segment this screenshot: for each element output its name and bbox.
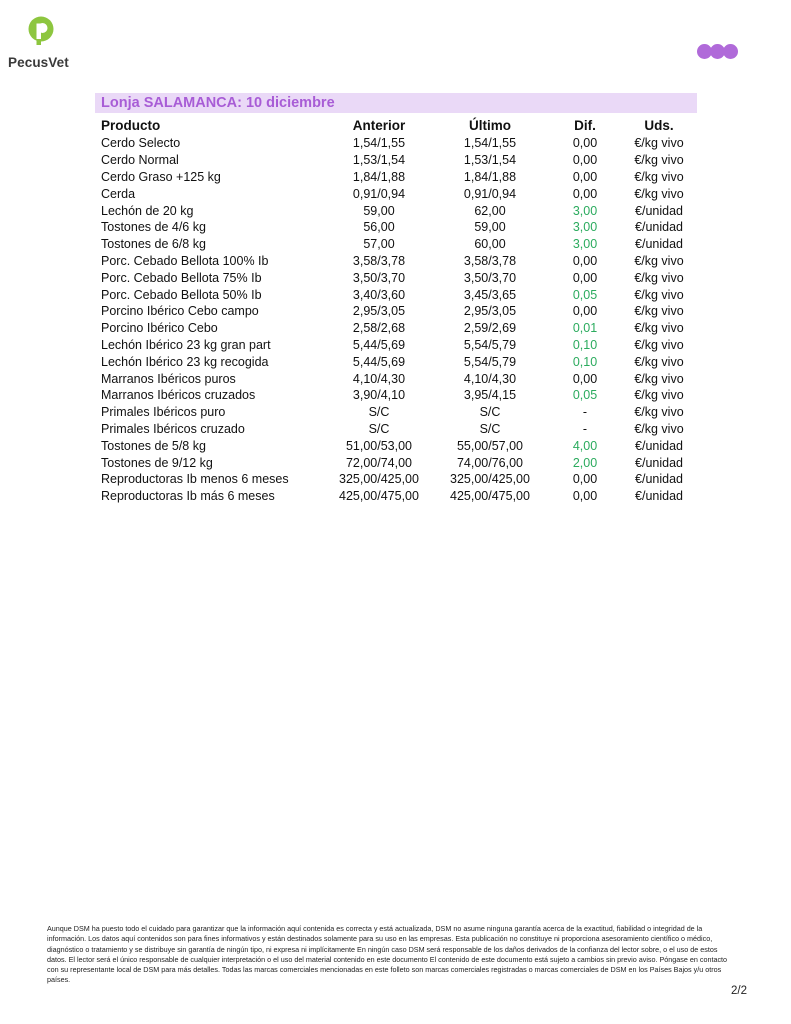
- cell-dif: 0,00: [572, 153, 598, 168]
- cell-dif: 0,00: [572, 270, 598, 285]
- market-title: Lonja SALAMANCA: 10 diciembre: [101, 95, 335, 111]
- cell-producto: Lechón Ibérico 23 kg recogida: [101, 354, 269, 369]
- cell-dif: 0,10: [572, 354, 598, 369]
- cell-ultimo: 74,00/76,00: [456, 455, 524, 470]
- cell-producto: Porc. Cebado Bellota 50% Ib: [101, 287, 262, 302]
- cell-anterior: 1,54/1,55: [352, 136, 406, 151]
- table-row: [95, 337, 697, 354]
- table-row: [95, 454, 697, 471]
- cell-dif: 0,00: [572, 472, 598, 487]
- cell-uds: €/kg vivo: [634, 169, 684, 184]
- cell-producto: Lechón de 20 kg: [101, 203, 194, 218]
- cell-uds: €/unidad: [635, 438, 683, 453]
- cell-uds: €/kg vivo: [634, 253, 684, 268]
- cell-uds: €/kg vivo: [634, 153, 684, 168]
- table-row: [95, 236, 697, 253]
- decorative-dots: [697, 44, 736, 59]
- cell-anterior: 5,44/5,69: [352, 354, 406, 369]
- cell-anterior: 425,00/475,00: [339, 489, 419, 504]
- table-row: [95, 421, 697, 438]
- table-row: [95, 320, 697, 337]
- cell-uds: €/kg vivo: [634, 388, 684, 403]
- cell-anterior: 56,00: [363, 220, 395, 235]
- market-title-bar: [95, 93, 697, 113]
- cell-anterior: 57,00: [363, 237, 395, 252]
- cell-anterior: 3,40/3,60: [352, 287, 406, 302]
- table-row: [95, 370, 697, 387]
- cell-producto: Marranos Ibéricos cruzados: [101, 388, 256, 403]
- pecusvet-logo-icon: [26, 16, 56, 46]
- cell-ultimo: 425,00/475,00: [450, 489, 530, 504]
- price-table: [95, 116, 697, 505]
- table-row: [95, 185, 697, 202]
- cell-anterior: 4,10/4,30: [352, 371, 406, 386]
- dot-3: [723, 44, 738, 59]
- cell-uds: €/kg vivo: [634, 354, 684, 369]
- cell-ultimo: 3,50/3,70: [463, 270, 517, 285]
- cell-ultimo: 1,84/1,88: [463, 169, 517, 184]
- cell-uds: €/kg vivo: [634, 405, 684, 420]
- cell-dif: 0,00: [572, 253, 598, 268]
- cell-ultimo: 2,59/2,69: [463, 321, 517, 336]
- cell-uds: €/unidad: [635, 220, 683, 235]
- cell-anterior: 2,95/3,05: [352, 304, 406, 319]
- header-uds: Uds.: [644, 118, 674, 133]
- cell-anterior: 3,50/3,70: [352, 270, 406, 285]
- cell-uds: €/kg vivo: [634, 287, 684, 302]
- table-row: [95, 303, 697, 320]
- cell-producto: Marranos Ibéricos puros: [101, 371, 236, 386]
- cell-uds: €/kg vivo: [634, 421, 684, 436]
- cell-producto: Lechón Ibérico 23 kg gran part: [101, 337, 271, 352]
- cell-producto: Porcino Ibérico Cebo campo: [101, 304, 259, 319]
- cell-dif: 0,00: [572, 186, 598, 201]
- table-row: [95, 135, 697, 152]
- cell-uds: €/kg vivo: [634, 186, 684, 201]
- cell-ultimo: 325,00/425,00: [450, 472, 530, 487]
- cell-anterior: 1,84/1,88: [352, 169, 406, 184]
- cell-ultimo: 4,10/4,30: [463, 371, 517, 386]
- cell-dif: 0,05: [572, 388, 598, 403]
- page-number: 2/2: [731, 985, 747, 997]
- cell-anterior: 1,53/1,54: [352, 153, 406, 168]
- cell-uds: €/kg vivo: [634, 371, 684, 386]
- cell-ultimo: S/C: [479, 421, 501, 436]
- cell-dif: 3,00: [572, 220, 598, 235]
- cell-dif: 0,00: [572, 169, 598, 184]
- header-producto: Producto: [101, 118, 161, 133]
- table-row: [95, 286, 697, 303]
- cell-anterior: 0,91/0,94: [352, 186, 406, 201]
- cell-ultimo: 5,54/5,79: [463, 337, 517, 352]
- cell-producto: Tostones de 6/8 kg: [101, 237, 206, 252]
- table-body: [95, 135, 697, 505]
- cell-dif: 0,00: [572, 489, 598, 504]
- table-row: [95, 404, 697, 421]
- cell-uds: €/kg vivo: [634, 136, 684, 151]
- cell-ultimo: 59,00: [474, 220, 506, 235]
- table-row: [95, 152, 697, 169]
- cell-anterior: S/C: [368, 405, 390, 420]
- cell-dif: 0,10: [572, 337, 598, 352]
- table-row: [95, 169, 697, 186]
- cell-ultimo: 2,95/3,05: [463, 304, 517, 319]
- cell-ultimo: 55,00/57,00: [456, 438, 524, 453]
- cell-producto: Porc. Cebado Bellota 75% Ib: [101, 270, 262, 285]
- cell-anterior: 59,00: [363, 203, 395, 218]
- cell-ultimo: 0,91/0,94: [463, 186, 517, 201]
- cell-ultimo: 3,95/4,15: [463, 388, 517, 403]
- cell-anterior: S/C: [368, 421, 390, 436]
- cell-dif: 3,00: [572, 237, 598, 252]
- cell-producto: Porcino Ibérico Cebo: [101, 321, 218, 336]
- cell-dif: -: [582, 405, 588, 420]
- table-row: [95, 202, 697, 219]
- cell-ultimo: 1,53/1,54: [463, 153, 517, 168]
- cell-ultimo: 5,54/5,79: [463, 354, 517, 369]
- cell-dif: 2,00: [572, 455, 598, 470]
- cell-producto: Cerdo Normal: [101, 153, 179, 168]
- cell-ultimo: 60,00: [474, 237, 506, 252]
- cell-producto: Porc. Cebado Bellota 100% Ib: [101, 253, 269, 268]
- cell-uds: €/unidad: [635, 489, 683, 504]
- cell-anterior: 325,00/425,00: [339, 472, 419, 487]
- cell-dif: 0,05: [572, 287, 598, 302]
- cell-dif: 0,00: [572, 304, 598, 319]
- cell-uds: €/unidad: [635, 472, 683, 487]
- table-row: [95, 219, 697, 236]
- cell-anterior: 72,00/74,00: [345, 455, 413, 470]
- cell-producto: Tostones de 9/12 kg: [101, 455, 213, 470]
- table-row: [95, 387, 697, 404]
- cell-dif: 0,00: [572, 136, 598, 151]
- cell-ultimo: S/C: [479, 405, 501, 420]
- table-row: [95, 488, 697, 505]
- cell-ultimo: 3,58/3,78: [463, 253, 517, 268]
- cell-ultimo: 3,45/3,65: [463, 287, 517, 302]
- header-anterior: Anterior: [352, 118, 406, 133]
- cell-anterior: 3,58/3,78: [352, 253, 406, 268]
- cell-producto: Cerdo Selecto: [101, 136, 181, 151]
- cell-producto: Tostones de 5/8 kg: [101, 438, 206, 453]
- cell-uds: €/kg vivo: [634, 337, 684, 352]
- table-header-row: [95, 116, 697, 135]
- header-dif: Dif.: [574, 118, 596, 133]
- cell-dif: 4,00: [572, 438, 598, 453]
- cell-anterior: 5,44/5,69: [352, 337, 406, 352]
- cell-producto: Primales Ibéricos puro: [101, 405, 226, 420]
- cell-uds: €/unidad: [635, 455, 683, 470]
- legal-disclaimer: Aunque DSM ha puesto todo el cuidado para garantizar que la información aquí contenida es correcta y está actualizada, DSM no asume ninguna garantía acerca de la exactitud, fiabilidad o integridad de la información. Los datos aquí contenidos son para fines informativos y están destinados solamente para su uso en las empresas. Esta publicación no constituye ni proporciona asesoramiento científico o médico, diagnóstico o tratamiento y se distribuye sin garantía de ningún tipo, ni expresa ni implícitamente En ningún caso DSM será responsable de los daños derivados de la confianza del lector sobre, o el uso de estos datos. El lector será el único responsable de cualquier interpretación o el uso del material contenido en este documento El contenido de este documento está sujeto a cambios sin previo aviso. Póngase en contacto con su representante local de DSM para más detalles. Todas las marcas comerciales mencionadas en este folleto son marcas comerciales registradas o marcas comerciales de DSM en los Países Bajos y/u otros países.: [47, 924, 728, 985]
- table-row: [95, 253, 697, 270]
- cell-uds: €/unidad: [635, 203, 683, 218]
- cell-dif: 0,01: [572, 321, 598, 336]
- table-row: [95, 269, 697, 286]
- table-row: [95, 437, 697, 454]
- cell-producto: Primales Ibéricos cruzado: [101, 421, 245, 436]
- cell-ultimo: 1,54/1,55: [463, 136, 517, 151]
- table-row: [95, 471, 697, 488]
- cell-uds: €/kg vivo: [634, 304, 684, 319]
- cell-uds: €/unidad: [635, 237, 683, 252]
- cell-producto: Reproductoras Ib más 6 meses: [101, 489, 275, 504]
- cell-producto: Cerdo Graso +125 kg: [101, 169, 221, 184]
- cell-dif: 0,00: [572, 371, 598, 386]
- cell-producto: Cerda: [101, 186, 136, 201]
- cell-uds: €/kg vivo: [634, 270, 684, 285]
- cell-dif: -: [582, 421, 588, 436]
- cell-ultimo: 62,00: [474, 203, 506, 218]
- cell-anterior: 2,58/2,68: [352, 321, 406, 336]
- pecusvet-logo: [8, 12, 70, 68]
- table-row: [95, 353, 697, 370]
- cell-anterior: 51,00/53,00: [345, 438, 413, 453]
- logo-letter: P: [35, 20, 47, 39]
- header-ultimo: Último: [469, 118, 511, 133]
- cell-producto: Reproductoras Ib menos 6 meses: [101, 472, 289, 487]
- cell-anterior: 3,90/4,10: [352, 388, 406, 403]
- cell-uds: €/kg vivo: [634, 321, 684, 336]
- logo-text: PecusVet: [8, 55, 69, 70]
- cell-dif: 3,00: [572, 203, 598, 218]
- cell-producto: Tostones de 4/6 kg: [101, 220, 206, 235]
